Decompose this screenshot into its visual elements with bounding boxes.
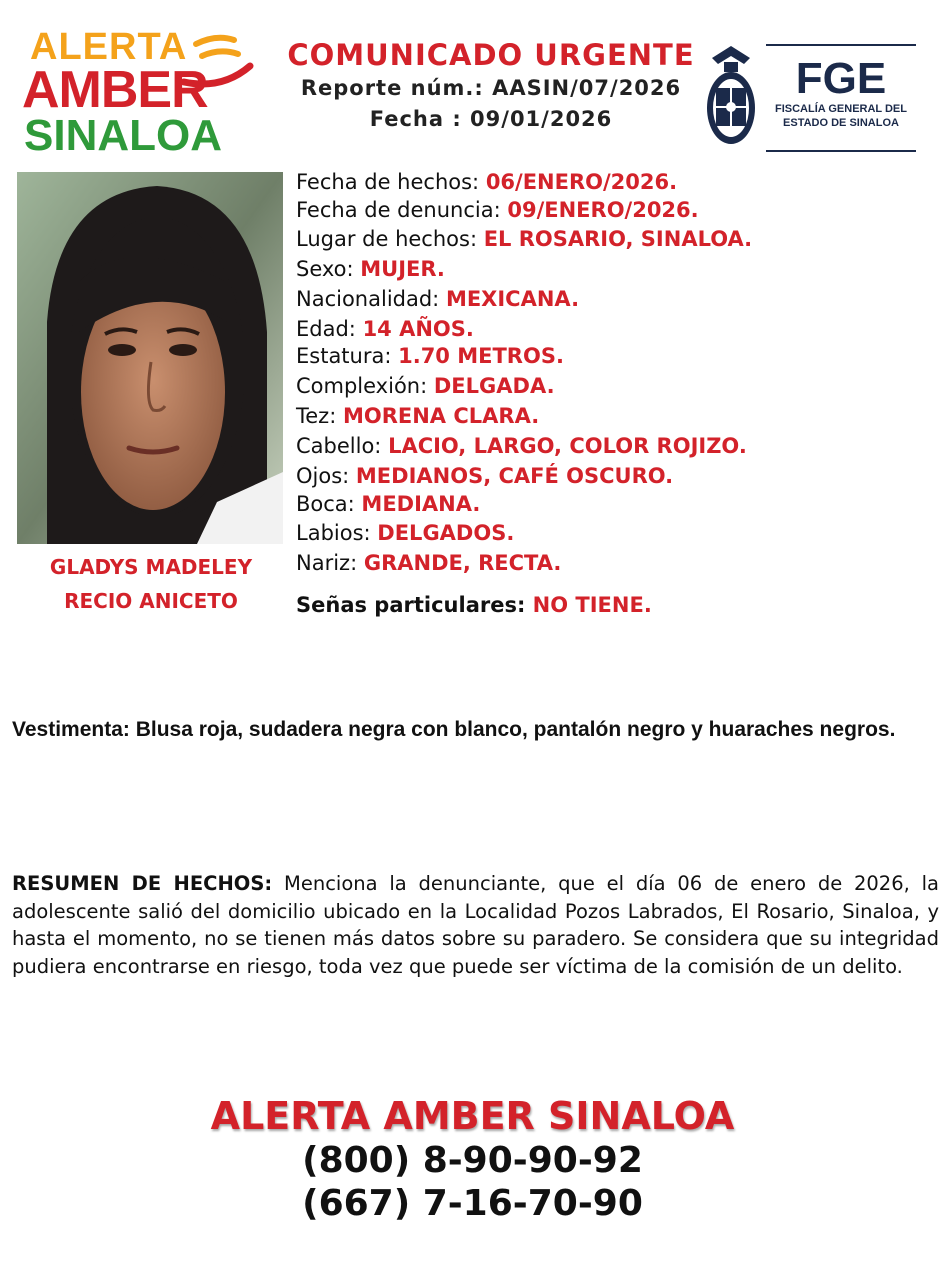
- fge-wordmark: [766, 44, 916, 152]
- detail-tez: Tez: MORENA CLARA.: [296, 404, 540, 428]
- detail-sexo: Sexo: MUJER.: [296, 257, 445, 281]
- detail-ojos: Ojos: MEDIANOS, CAFÉ OSCURO.: [296, 464, 674, 488]
- page-title: COMUNICADO URGENTE: [287, 38, 695, 72]
- person-name-line1: GLADYS MADELEY: [49, 555, 253, 579]
- detail-senas-particulares: Señas particulares: NO TIENE.: [296, 593, 652, 617]
- detail-lugar-hechos: Lugar de hechos: EL ROSARIO, SINALOA.: [296, 227, 753, 251]
- person-photo: [17, 172, 283, 544]
- logo-line-amber: AMBER: [22, 61, 208, 119]
- detail-complexion: Complexión: DELGADA.: [296, 374, 555, 398]
- state-seal-icon: [704, 44, 758, 148]
- report-date: Fecha : 09/01/2026: [369, 107, 613, 131]
- alerta-amber-logo: [22, 28, 254, 160]
- logo-line-alerta: ALERTA: [30, 26, 188, 68]
- fge-name-line1: FISCALÍA GENERAL DEL: [774, 103, 907, 115]
- detail-edad: Edad: 14 AÑOS.: [296, 317, 474, 341]
- footer-title: ALERTA AMBER SINALOA: [210, 1094, 735, 1138]
- logo-line-sinaloa: SINALOA: [24, 111, 222, 160]
- case-summary: [12, 870, 939, 980]
- clothing-description: Vestimenta: Blusa roja, sudadera negra con blanco, pantalón negro y huaraches negros.: [12, 718, 896, 741]
- person-name-line2: RECIO ANICETO: [64, 589, 238, 613]
- detail-estatura: Estatura: 1.70 METROS.: [296, 344, 564, 368]
- fge-acronym: FGE: [795, 54, 887, 103]
- detail-fecha-denuncia: Fecha de denuncia: 09/ENERO/2026.: [296, 198, 699, 222]
- detail-nariz: Nariz: GRANDE, RECTA.: [296, 551, 562, 575]
- report-number: Reporte núm.: AASIN/07/2026: [300, 76, 682, 100]
- case-summary-text: Menciona la denunciante, que el día 06 de enero de 2026, la adolescente salió del domicilio ubicado en la Localidad Pozos Labrados, El Rosario, Sinaloa, y hasta el momento, no se tienen más datos sobre su paradero. Se considera que su integridad pudiera encontrarse en riesgo, toda vez que puede ser víctima de la comisión de un delito.: [12, 872, 939, 978]
- detail-nacionalidad: Nacionalidad: MEXICANA.: [296, 287, 580, 311]
- detail-fecha-hechos: Fecha de hechos: 06/ENERO/2026.: [296, 170, 678, 194]
- detail-labios: Labios: DELGADOS.: [296, 521, 515, 545]
- fge-logo: [704, 44, 918, 150]
- alert-waves-icon: [182, 30, 254, 92]
- detail-cabello: Cabello: LACIO, LARGO, COLOR ROJIZO.: [296, 434, 747, 458]
- fge-name-line2: ESTADO DE SINALOA: [783, 117, 899, 129]
- phone-number-2: (667) 7-16-70-90: [302, 1183, 643, 1224]
- detail-boca: Boca: MEDIANA.: [296, 492, 481, 516]
- case-summary-label: RESUMEN DE HECHOS:: [12, 872, 273, 895]
- phone-number-1: (800) 8-90-90-92: [302, 1140, 643, 1181]
